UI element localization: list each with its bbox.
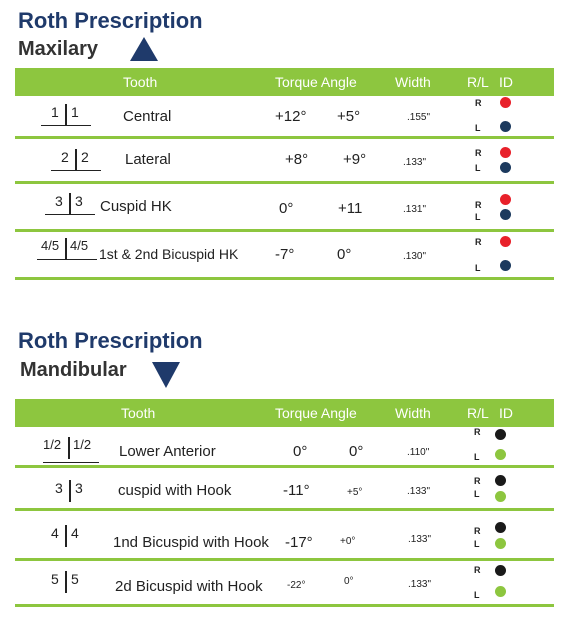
left-label: L <box>475 263 481 273</box>
right-id-dot <box>495 565 506 576</box>
down-arrow-icon <box>152 362 180 388</box>
maxillary-subtitle: Maxilary <box>18 38 99 60</box>
mandibular-header <box>15 399 554 427</box>
angle-value: 0° <box>344 576 354 587</box>
angle-value: +0° <box>340 536 356 547</box>
torque-value: -22° <box>287 580 306 591</box>
left-id-dot <box>500 209 511 220</box>
header-torque-angle: Torque Angle <box>275 405 357 421</box>
torque-value: 0° <box>279 200 294 217</box>
table-row <box>15 427 554 468</box>
torque-value: -7° <box>275 246 295 263</box>
left-id-dot <box>495 586 506 597</box>
tooth-quadrant: 3 3 <box>45 480 95 506</box>
header-width: Width <box>395 405 431 421</box>
left-label: L <box>474 539 480 549</box>
right-label: R <box>475 148 482 158</box>
angle-value: +9° <box>343 151 367 168</box>
tooth-name: 2d Bicuspid with Hook <box>115 578 263 595</box>
header-id: ID <box>499 405 513 421</box>
right-label: R <box>474 565 481 575</box>
right-label: R <box>475 200 482 210</box>
table-row <box>15 511 554 561</box>
header-rl: R/L <box>467 74 489 90</box>
header-rl: R/L <box>467 405 489 421</box>
row-divider <box>15 277 554 280</box>
tooth-name: Lower Anterior <box>119 443 216 460</box>
right-label: R <box>475 237 482 247</box>
right-id-dot <box>500 97 511 108</box>
width-value: .133" <box>403 157 427 168</box>
tooth-name: Central <box>123 108 172 125</box>
right-id-dot <box>495 475 506 486</box>
right-id-dot <box>500 236 511 247</box>
angle-value: 0° <box>337 246 352 263</box>
width-value: .133" <box>407 486 431 497</box>
right-label: R <box>475 98 482 108</box>
width-value: .133" <box>408 534 432 545</box>
row-divider <box>15 604 554 607</box>
right-label: R <box>474 476 481 486</box>
up-arrow-icon <box>130 37 158 61</box>
left-label: L <box>474 489 480 499</box>
width-value: .130" <box>403 251 427 262</box>
width-value: .110" <box>407 447 430 458</box>
torque-value: +12° <box>275 108 307 125</box>
left-label: L <box>475 212 481 222</box>
angle-value: +11 <box>338 200 363 217</box>
tooth-name: cuspid with Hook <box>118 482 232 499</box>
maxillary-header <box>15 68 554 96</box>
table-row <box>15 561 554 607</box>
tooth-quadrant: 1 1 <box>41 104 91 130</box>
left-id-dot <box>500 260 511 271</box>
angle-value: 0° <box>349 443 364 460</box>
angle-value: +5° <box>347 487 363 498</box>
tooth-name: Lateral <box>125 151 171 168</box>
header-id: ID <box>499 74 513 90</box>
table-row <box>15 139 554 184</box>
right-id-dot <box>495 429 506 440</box>
table-row <box>15 468 554 511</box>
left-id-dot <box>495 491 506 502</box>
right-id-dot <box>495 522 506 533</box>
torque-value: 0° <box>293 443 308 460</box>
tooth-quadrant: 5 5 <box>41 571 91 597</box>
left-label: L <box>475 163 481 173</box>
width-value: .131" <box>403 204 427 215</box>
left-label: L <box>474 452 480 462</box>
tooth-quadrant: 4/5 4/5 <box>37 238 97 264</box>
header-tooth: Tooth <box>121 405 156 421</box>
header-width: Width <box>395 74 431 90</box>
torque-value: +8° <box>285 151 309 168</box>
tooth-quadrant: 3 3 <box>45 193 95 219</box>
tooth-name: 1st & 2nd Bicuspid HK <box>99 246 239 262</box>
right-label: R <box>474 526 481 536</box>
width-value: .155" <box>407 112 431 123</box>
left-id-dot <box>495 449 506 460</box>
left-label: L <box>474 590 480 600</box>
header-torque-angle: Torque Angle <box>275 74 357 90</box>
mandibular-subtitle: Mandibular <box>20 359 127 381</box>
torque-value: -17° <box>285 534 313 551</box>
left-id-dot <box>495 538 506 549</box>
maxillary-title: Roth Prescription <box>18 8 203 33</box>
tooth-quadrant: 1/2 1/2 <box>43 437 99 463</box>
table-row <box>15 232 554 280</box>
table-row <box>15 184 554 232</box>
right-id-dot <box>500 147 511 158</box>
mandibular-title: Roth Prescription <box>18 328 203 353</box>
torque-value: -11° <box>283 482 310 499</box>
left-id-dot <box>500 162 511 173</box>
left-id-dot <box>500 121 511 132</box>
header-tooth: Tooth <box>123 74 158 90</box>
right-label: R <box>474 427 481 437</box>
table-row <box>15 96 554 139</box>
tooth-quadrant: 2 2 <box>51 149 101 175</box>
left-label: L <box>475 123 481 133</box>
tooth-name: Cuspid HK <box>100 198 172 215</box>
width-value: .133" <box>408 579 432 590</box>
angle-value: +5° <box>337 108 361 125</box>
tooth-quadrant: 4 4 <box>41 525 91 551</box>
tooth-name: 1nd Bicuspid with Hook <box>113 534 269 551</box>
right-id-dot <box>500 194 511 205</box>
